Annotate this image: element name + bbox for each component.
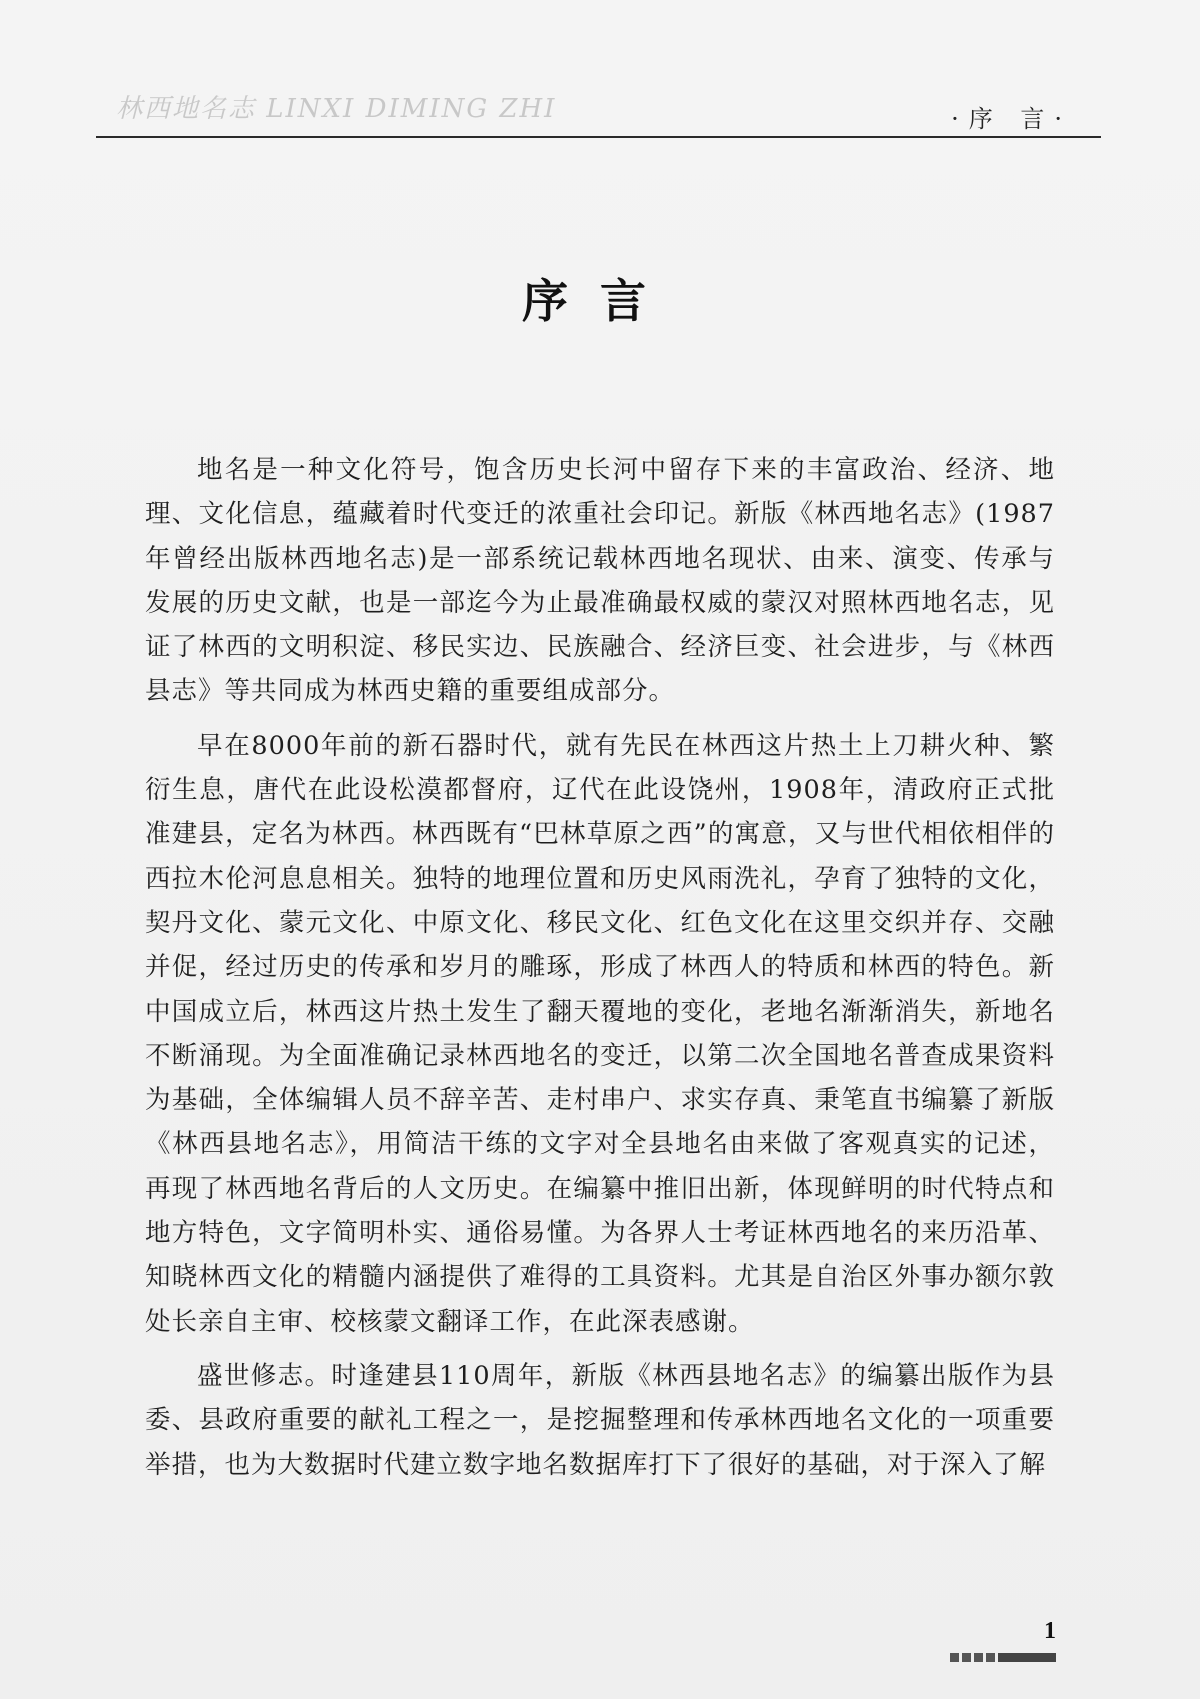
paragraph-1: 地名是一种文化符号，饱含历史长河中留存下来的丰富政治、经济、地理、文化信息，蕴藏着时代变迁的浓重社会印记。新版《林西地名志》(1987年曾经出版林西地名志)是一部系统记载林西地名现状、由来、演变、传承与发展的历史文献，也是一部迄今为止最准确最权威的蒙汉对照林西地名志，见证了林西的文明积淀、移民实边、民族融合、经济巨变、社会进步，与《林西县志》等共同成为林西史籍的重要组成部分。 bbox=[145, 455, 1055, 707]
section-label: ·序 言· bbox=[951, 105, 1072, 133]
header-rule bbox=[96, 136, 1101, 138]
running-header bbox=[96, 56, 1096, 132]
paragraph-2: 早在8000年前的新石器时代，就有先民在林西这片热土上刀耕火种、繁衍生息，唐代在此设松漠都督府，辽代在此设饶州，1908年，清政府正式批准建县，定名为林西。林西既有“巴林草原之西”的寓意，又与世代相依相伴的西拉木伦河息息相关。独特的地理位置和历史风雨洗礼，孕育了独特的文化，契丹文化、蒙元文化、中原文化、移民文化、红色文化在这里交织并存、交融并促，经过历史的传承和岁月的雕琢，形成了林西人的特质和林西的特色。新中国成立后，林西这片热土发生了翻天覆地的变化，老地名渐渐消失，新地名不断涌现。为全面准确记录林西地名的变迁，以第二次全国地名普查成果资料为基础，全体编辑人员不辞辛苦、走村串户、求实存真、秉笔直书编纂了新版《林西县地名志》，用简洁干练的文字对全县地名由来做了客观真实的记述，再现了林西地名背后的人文历史。在编纂中推旧出新，体现鲜明的时代特点和地方特色，文字简明朴实、通俗易懂。为各界人士考证林西地名的来历沿革、知晓林西文化的精髓内涵提供了难得的工具资料。尤其是自治区外事办额尔敦处长亲自主审、校核蒙文翻译工作，在此深表感谢。 bbox=[145, 730, 1055, 1337]
faded-book-title: 林西地名志 LINXI DIMING ZHI bbox=[116, 94, 557, 124]
footer-decoration-bar bbox=[950, 1652, 1056, 1662]
paragraph-3: 盛世修志。时逢建县110周年，新版《林西县地名志》的编纂出版作为县委、县政府重要的献礼工程之一，是挖掘整理和传承林西地名文化的一项重要举措，也为大数据时代建立数字地名数据库打下了很好的基础，对于深入了解 bbox=[145, 1360, 1055, 1480]
page-number: 1 bbox=[1044, 1618, 1056, 1644]
footer-tick bbox=[950, 1653, 959, 1662]
footer-tick bbox=[974, 1653, 983, 1662]
footer-solid-bar bbox=[998, 1653, 1056, 1662]
body-text bbox=[145, 448, 1055, 1497]
footer-tick bbox=[986, 1653, 995, 1662]
footer-tick bbox=[962, 1653, 971, 1662]
chapter-title: 序言 bbox=[522, 274, 678, 328]
